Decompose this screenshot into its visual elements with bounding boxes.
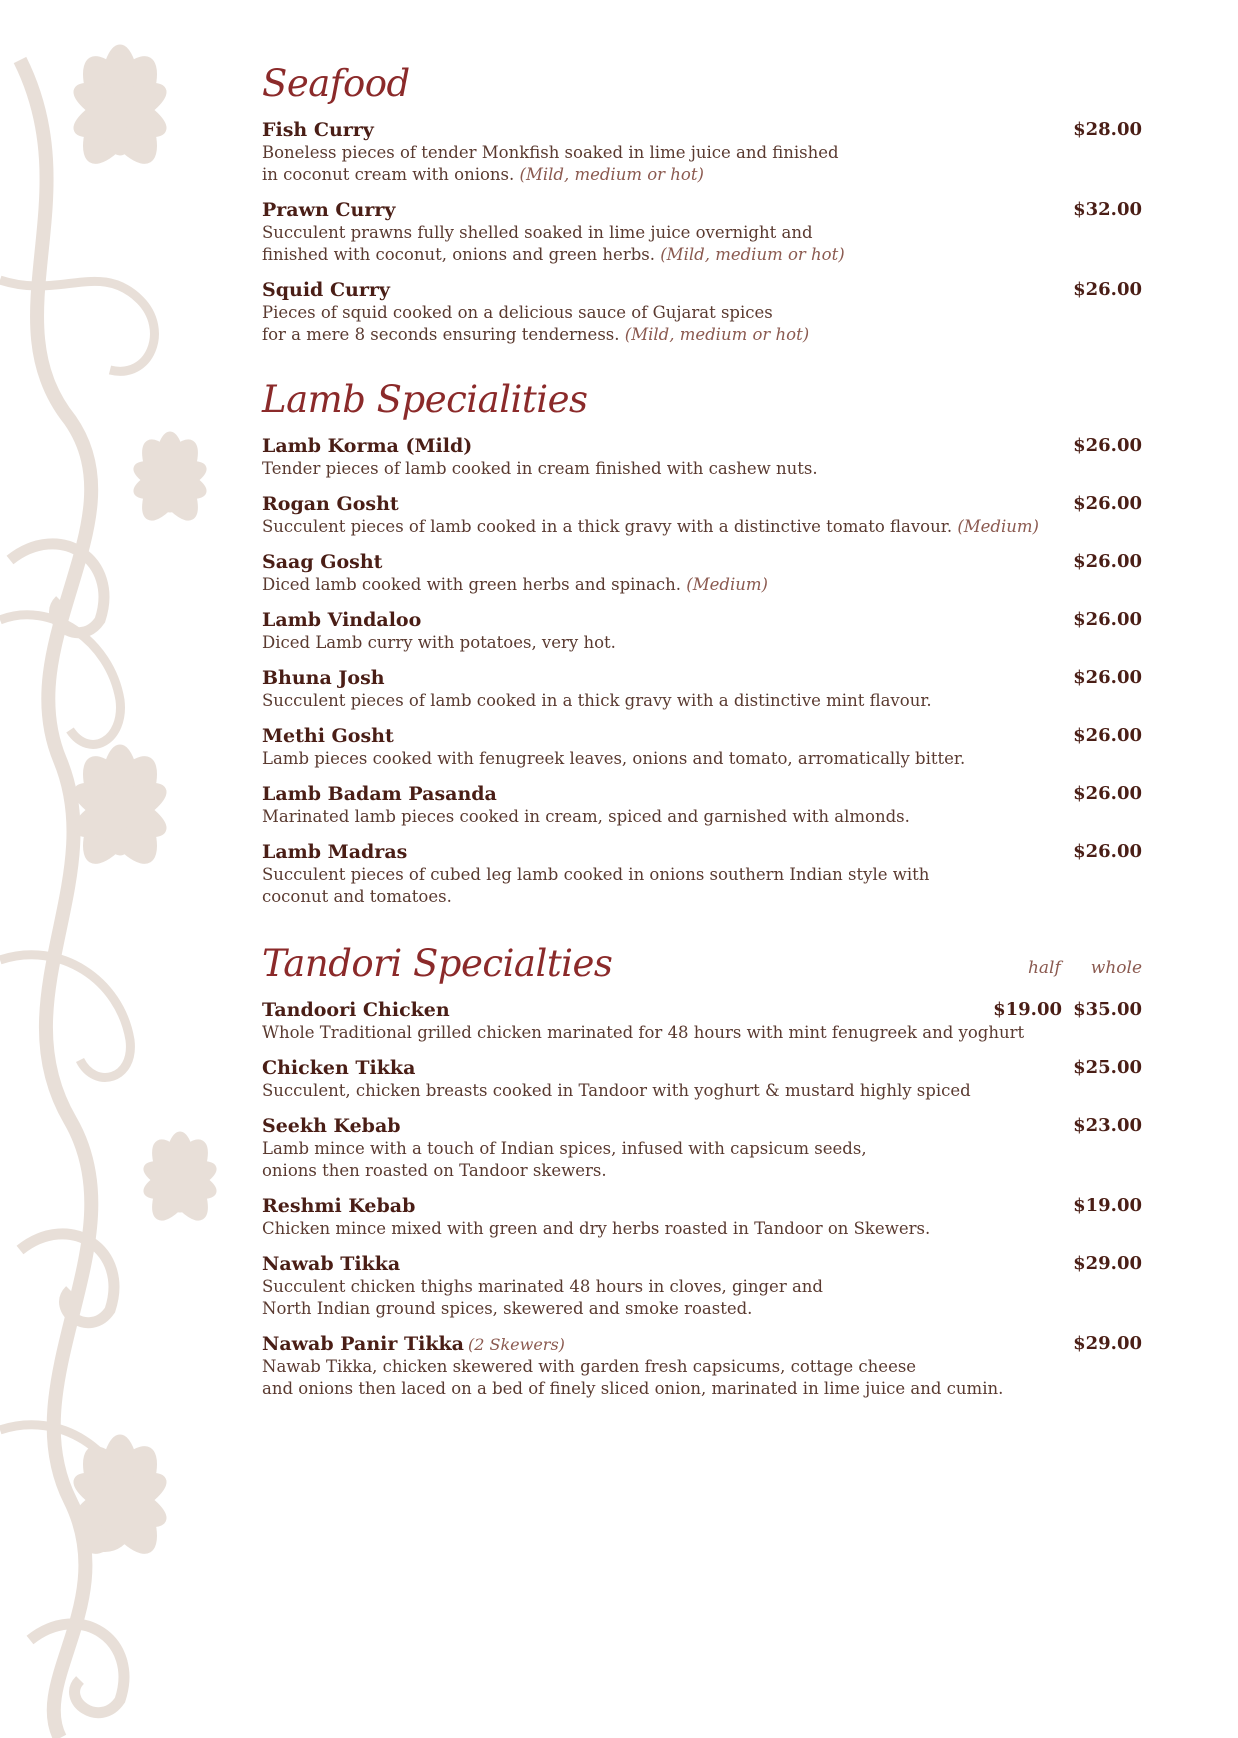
- item-price: $29.00: [1073, 1253, 1142, 1274]
- menu: [262, 60, 1142, 1412]
- description-line: in coconut cream with onions.: [262, 165, 515, 184]
- item-price-half: $19.00: [993, 999, 1062, 1020]
- item-description: [262, 222, 1142, 266]
- item-description: [262, 458, 1142, 480]
- spice-level: (Medium): [957, 517, 1039, 536]
- item-price: $26.00: [1073, 609, 1142, 630]
- description-line: Tender pieces of lamb cooked in cream finished with cashew nuts.: [262, 459, 818, 478]
- item-description: [262, 806, 1142, 828]
- description-line: Pieces of squid cooked on a delicious sauce of Gujarat spices: [262, 303, 773, 322]
- description-line: Nawab Tikka, chicken skewered with garden fresh capsicums, cottage cheese: [262, 1357, 917, 1376]
- description-line: Succulent chicken thighs marinated 48 hours in cloves, ginger and: [262, 1277, 823, 1296]
- spice-level: (Mild, medium or hot): [624, 325, 810, 344]
- description-line: onions then roasted on Tandoor skewers.: [262, 1161, 607, 1180]
- item-description: [262, 574, 1142, 596]
- item-description: [262, 1080, 1142, 1102]
- item-name: Chicken Tikka: [262, 1057, 416, 1079]
- item-name: Methi Gosht: [262, 725, 394, 747]
- description-line: Diced lamb cooked with green herbs and spinach.: [262, 575, 682, 594]
- menu-section: [262, 376, 1142, 908]
- menu-item: [262, 782, 1142, 828]
- menu-item: [262, 434, 1142, 480]
- item-name: Bhuna Josh: [262, 667, 385, 689]
- item-description: [262, 1022, 1142, 1044]
- description-line: Succulent pieces of lamb cooked in a thick gravy with a distinctive tomato flavour.: [262, 517, 953, 536]
- item-name: Lamb Korma (Mild): [262, 435, 473, 457]
- item-description: [262, 142, 1142, 186]
- floral-ornament: [0, 0, 250, 1738]
- price-column-headers: [998, 958, 1142, 978]
- item-price: $32.00: [1073, 199, 1142, 220]
- item-description: [262, 1356, 1142, 1400]
- menu-item: [262, 1194, 1142, 1240]
- menu-item: [262, 1056, 1142, 1102]
- description-line: Chicken mince mixed with green and dry herbs roasted in Tandoor on Skewers.: [262, 1219, 931, 1238]
- item-price: $26.00: [1073, 667, 1142, 688]
- description-line: finished with coconut, onions and green herbs.: [262, 245, 655, 264]
- section-title: Seafood: [262, 62, 410, 105]
- item-name: Lamb Madras: [262, 841, 408, 863]
- item-description: [262, 1218, 1142, 1240]
- menu-item: [262, 278, 1142, 346]
- description-line: Boneless pieces of tender Monkfish soaked in lime juice and finished: [262, 143, 839, 162]
- description-line: Succulent prawns fully shelled soaked in lime juice overnight and: [262, 223, 813, 242]
- item-name: Lamb Vindaloo: [262, 609, 422, 631]
- item-name: Nawab Panir Tikka: [262, 1333, 464, 1355]
- menu-item: [262, 492, 1142, 538]
- menu-item: [262, 550, 1142, 596]
- item-description: [262, 864, 1142, 908]
- item-name: Squid Curry: [262, 279, 390, 301]
- whole-column-label: whole: [1090, 958, 1142, 978]
- item-price: $26.00: [1073, 493, 1142, 514]
- item-name: Reshmi Kebab: [262, 1195, 416, 1217]
- menu-item: [262, 118, 1142, 186]
- menu-section: [262, 940, 1142, 1400]
- item-price: $19.00: [1073, 1195, 1142, 1216]
- menu-section: [262, 60, 1142, 346]
- half-column-label: half: [1027, 958, 1061, 978]
- item-price: $23.00: [1073, 1115, 1142, 1136]
- menu-item: [262, 1252, 1142, 1320]
- spice-level: (Medium): [686, 575, 768, 594]
- item-price: $28.00: [1073, 119, 1142, 140]
- description-line: and onions then laced on a bed of finely sliced onion, marinated in lime juice and cumin.: [262, 1379, 1004, 1398]
- spice-level: (Mild, medium or hot): [660, 245, 845, 264]
- item-price: $29.00: [1073, 1333, 1142, 1354]
- item-price: $26.00: [1073, 783, 1142, 804]
- menu-item: [262, 1114, 1142, 1182]
- item-description: [262, 632, 1142, 654]
- menu-item: [262, 998, 1142, 1044]
- description-line: coconut and tomatoes.: [262, 887, 452, 906]
- item-price: $26.00: [1073, 279, 1142, 300]
- description-line: Marinated lamb pieces cooked in cream, spiced and garnished with almonds.: [262, 807, 910, 826]
- menu-item: [262, 724, 1142, 770]
- item-description: [262, 516, 1142, 538]
- menu-item: [262, 1332, 1142, 1400]
- item-description: [262, 1138, 1142, 1182]
- description-line: Lamb mince with a touch of Indian spices, infused with capsicum seeds,: [262, 1139, 867, 1158]
- section-title: Lamb Specialities: [262, 378, 588, 421]
- item-name: Fish Curry: [262, 119, 374, 141]
- item-price: $26.00: [1073, 841, 1142, 862]
- item-description: [262, 1276, 1142, 1320]
- item-price: $26.00: [1073, 435, 1142, 456]
- item-name: Tandoori Chicken: [262, 999, 450, 1021]
- item-name: Lamb Badam Pasanda: [262, 783, 497, 805]
- description-line: Succulent pieces of cubed leg lamb cooked in onions southern Indian style with: [262, 865, 930, 884]
- item-price: $26.00: [1073, 725, 1142, 746]
- description-line: for a mere 8 seconds ensuring tenderness.: [262, 325, 620, 344]
- item-description: [262, 302, 1142, 346]
- item-name: Seekh Kebab: [262, 1115, 401, 1137]
- description-line: Lamb pieces cooked with fenugreek leaves, onions and tomato, arromatically bitter.: [262, 749, 966, 768]
- item-name: Prawn Curry: [262, 199, 396, 221]
- item-price: $35.00: [1073, 999, 1142, 1020]
- item-note: (2 Skewers): [468, 1335, 565, 1354]
- item-name: Rogan Gosht: [262, 493, 399, 515]
- description-line: Succulent, chicken breasts cooked in Tandoor with yoghurt & mustard highly spiced: [262, 1081, 971, 1100]
- item-name: Nawab Tikka: [262, 1253, 401, 1275]
- item-price: $26.00: [1073, 551, 1142, 572]
- description-line: Succulent pieces of lamb cooked in a thick gravy with a distinctive mint flavour.: [262, 691, 932, 710]
- menu-item: [262, 608, 1142, 654]
- description-line: Diced Lamb curry with potatoes, very hot.: [262, 633, 616, 652]
- item-price: $25.00: [1073, 1057, 1142, 1078]
- item-name: Saag Gosht: [262, 551, 383, 573]
- description-line: Whole Traditional grilled chicken marinated for 48 hours with mint fenugreek and yoghurt: [262, 1023, 1025, 1042]
- menu-item: [262, 840, 1142, 908]
- item-description: [262, 748, 1142, 770]
- menu-item: [262, 666, 1142, 712]
- spice-level: (Mild, medium or hot): [519, 165, 704, 184]
- description-line: North Indian ground spices, skewered and smoke roasted.: [262, 1299, 753, 1318]
- item-description: [262, 690, 1142, 712]
- menu-item: [262, 198, 1142, 266]
- section-title: Tandori Specialties: [262, 942, 613, 985]
